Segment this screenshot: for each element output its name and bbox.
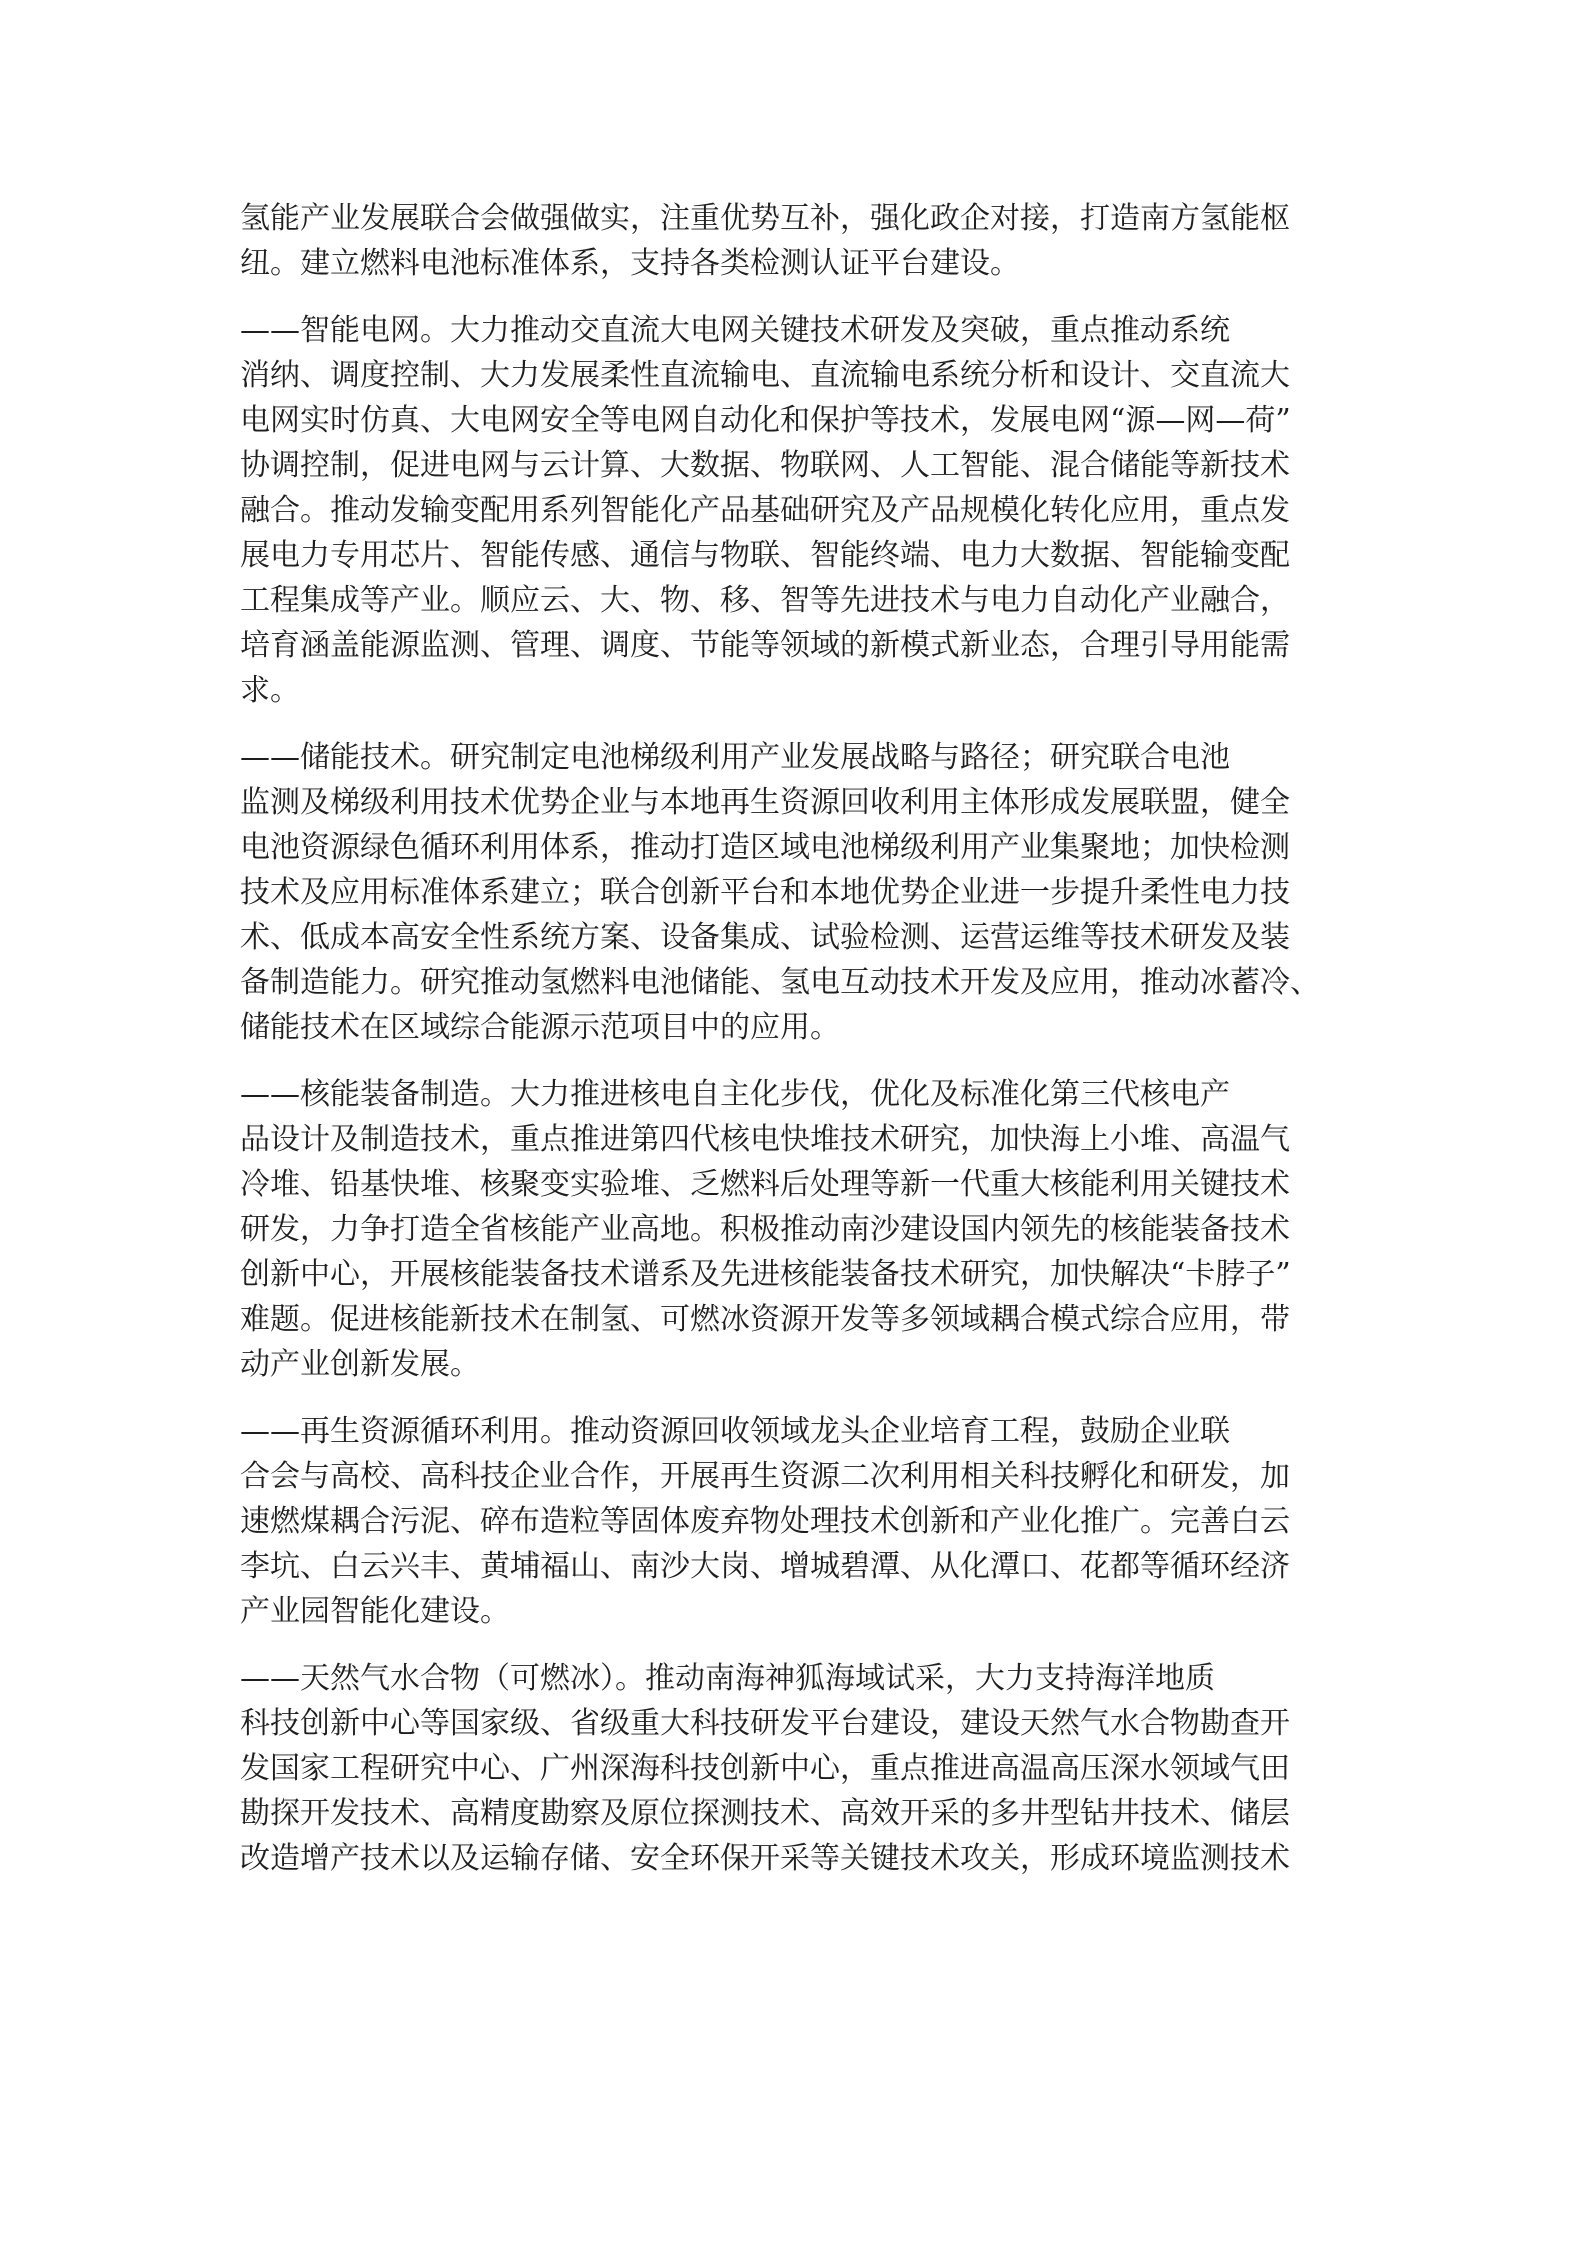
document-body [240,196,1346,1903]
paragraph-energy-storage: ——储能技术。研究制定电池梯级利用产业发展战略与路径；研究联合电池 监测及梯级利用技术优势企业与本地再生资源回收利用主体形成发展联盟，健全 电池资源绿色循环利用体系，推动打造区域电池梯级利用产业集聚地；加快检测 技术及应用标准体系建立；联合创新平台和本地优势企业进一步提升柔性电力技 术、低成本高安全性系统方案、设备集成、试验检测、运营运维等技术研发及装 备制造能力。研究推动氢燃料电池储能、氢电互动技术开发及应用，推动冰蓄冷、 储能技术在区域综合能源示范项目中的应用。 [240,740,1320,1045]
paragraph-gas-hydrate: ——天然气水合物（可燃冰）。推动南海神狐海域试采，大力支持海洋地质 科技创新中心等国家级、省级重大科技研发平台建设，建设天然气水合物勘查开 发国家工程研究中心、广州深海科技创新中心，重点推进高温高压深水领域气田 勘探开发技术、高精度勘察及原位探测技术、高效开采的多井型钻井技术、储层 改造增产技术以及运输存储、安全环保开采等关键技术攻关，形成环境监测技术 [240,1661,1290,1876]
paragraph-nuclear-equipment: ——核能装备制造。大力推进核电自主化步伐，优化及标准化第三代核电产 品设计及制造技术，重点推进第四代核电快堆技术研究，加快海上小堆、高温气 冷堆、铅基快堆、核聚变实验堆、乏燃料后处理等新一代重大核能利用关键技术 研发，力争打造全省核能产业高地。积极推动南沙建设国内领先的核能装备技术 创新中心，开展核能装备技术谱系及先进核能装备技术研究，加快解决“卡脖子” 难题。促进核能新技术在制氢、可燃冰资源开发等多领域耦合模式综合应用，带 动产业创新发展。 [240,1077,1291,1382]
paragraph-hydrogen-continued: 氢能产业发展联合会做强做实，注重优势互补，强化政企对接，打造南方氢能枢 纽。建立燃料电池标准体系，支持各类检测认证平台建设。 [240,201,1290,281]
paragraph-smart-grid: ——智能电网。大力推动交直流大电网关键技术研发及突破，重点推动系统 消纳、调度控制、大力发展柔性直流输电、直流输电系统分析和设计、交直流大 电网实时仿真、大电网安全等电网自动化和保护等技术，发展电网“源—网—荷” 协调控制，促进电网与云计算、大数据、物联网、人工智能、混合储能等新技术 融合。推动发输变配用系列智能化产品基础研究及产品规模化转化应用，重点发 展电力专用芯片、智能传感、通信与物联、智能终端、电力大数据、智能输变配 工程集成等产业。顺应云、大、物、移、智等先进技术与电力自动化产业融合， 培育涵盖能源监测、管理、调度、节能等领域的新模式新业态，合理引导用能需 求。 [240,313,1291,708]
paragraph-resource-recycling: ——再生资源循环利用。推动资源回收领域龙头企业培育工程，鼓励企业联 合会与高校、高科技企业合作，开展再生资源二次利用相关科技孵化和研发，加 速燃煤耦合污泥、碎布造粒等固体废弃物处理技术创新和产业化推广。完善白云 李坑、白云兴丰、黄埔福山、南沙大岗、增城碧潭、从化潭口、花都等循环经济 产业园智能化建设。 [240,1414,1290,1629]
